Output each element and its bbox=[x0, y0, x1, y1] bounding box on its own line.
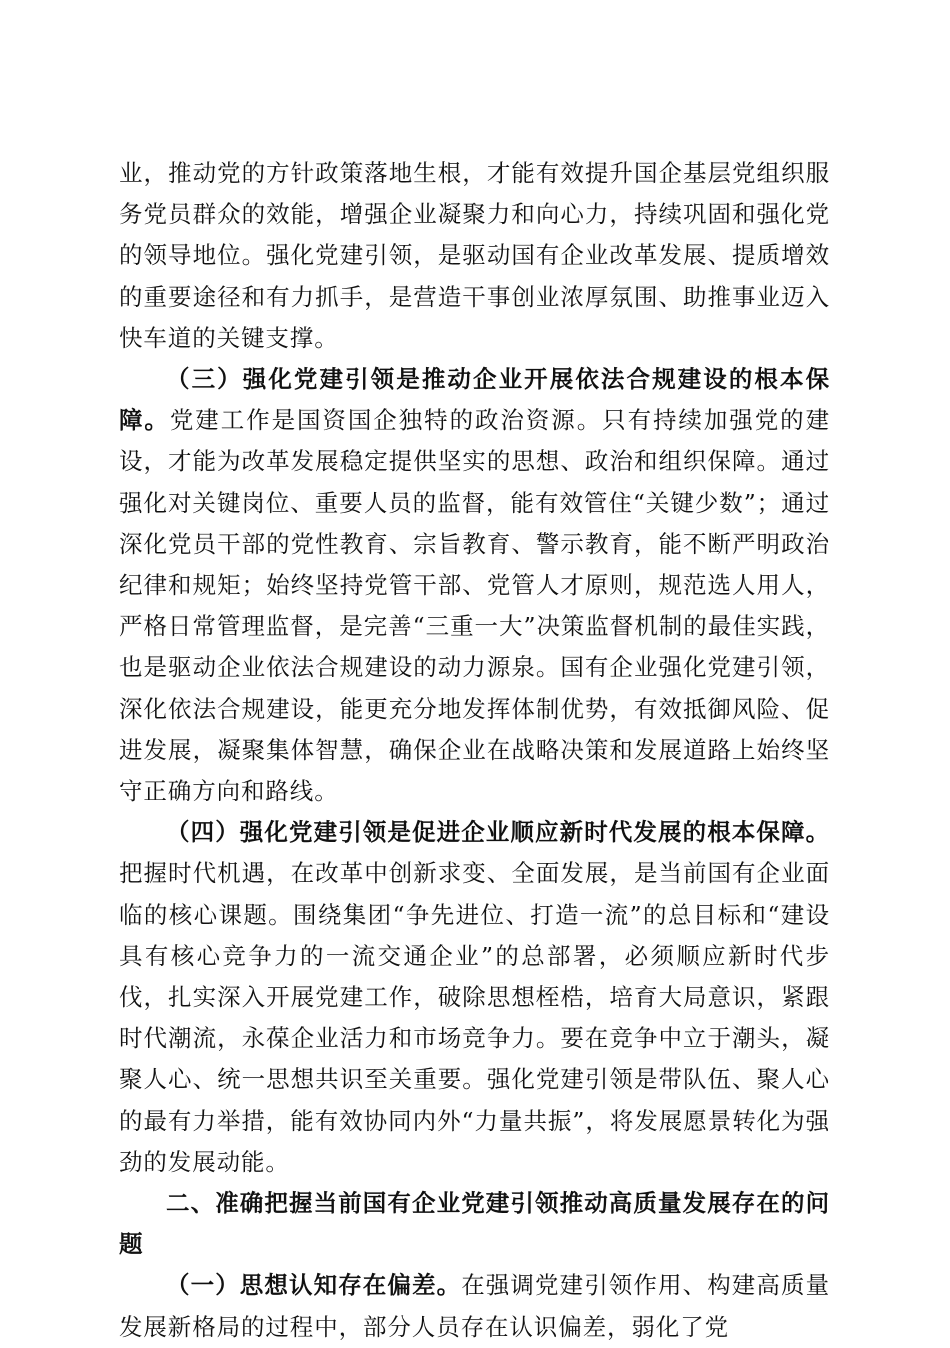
document-body bbox=[119, 153, 830, 1348]
paragraph-lead: （三）强化党建引领是推动企业开展依法合规建设的根本保障。 bbox=[119, 365, 830, 435]
paragraph-text: 党建工作是国资国企独特的政治资源。只有持续加强党的建设，才能为改革发展稳定提供坚实的思想、政治和组织保障。通过强化对关键岗位、重要人员的监督，能有效管住“关键少数”；通过深化党员干部的党性教育、宗旨教育、警示教育，能不断严明政治纪律和规矩；始终坚持党管干部、党管人才原则，规范选人用人，严格日常管理监督，是完善“三重一大”决策监督机制的最佳实践，也是驱动企业依法合规建设的动力源泉。国有企业强化党建引领，深化依法合规建设，能更充分地发挥体制优势，有效抵御风险、促进发展，凝聚集体智慧，确保企业在战略决策和发展道路上始终坚守正确方向和路线。 bbox=[119, 406, 830, 806]
paragraph-lead: （一）思想认知存在偏差。 bbox=[166, 1271, 462, 1300]
paragraph-text: 把握时代机遇，在改革中创新求变、全面发展，是当前国有企业面临的核心课题。围绕集团“争先进位、打造一流”的总目标和“建设具有核心竞争力的一流交通企业”的总部署，必须顺应新时代步伐，扎实深入开展党建工作，破除思想桎梏，培育大局意识，紧跟时代潮流，永葆企业活力和市场竞争力。要在竞争中立于潮头，凝聚人心、统一思想共识至关重要。强化党建引领是带队伍、聚人心的最有力举措，能有效协同内外“力量共振”，将发展愿景转化为强劲的发展动能。 bbox=[119, 859, 830, 1176]
paragraph-section-4 bbox=[119, 812, 830, 1183]
paragraph-lead: （四）强化党建引领是促进企业顺应新时代发展的根本保障。 bbox=[166, 818, 830, 847]
section-heading: 二、准确把握当前国有企业党建引领推动高质量发展存在的问题 bbox=[119, 1189, 830, 1259]
paragraph-continuation bbox=[119, 153, 830, 359]
paragraph-section-3 bbox=[119, 359, 830, 812]
paragraph-text: 在强调党建引领作用、构建高质量发展新格局的过程中，部分人员存在认识偏差，弱化了党 bbox=[119, 1271, 830, 1341]
paragraph-text: 业，推动党的方针政策落地生根，才能有效提升国企基层党组织服务党员群众的效能，增强企业凝聚力和向心力，持续巩固和强化党的领导地位。强化党建引领，是驱动国有企业改革发展、提质增效的重要途径和有力抓手，是营造干事创业浓厚氛围、助推事业迈入快车道的关键支撑。 bbox=[119, 159, 830, 352]
paragraph-problem-1 bbox=[119, 1265, 830, 1347]
